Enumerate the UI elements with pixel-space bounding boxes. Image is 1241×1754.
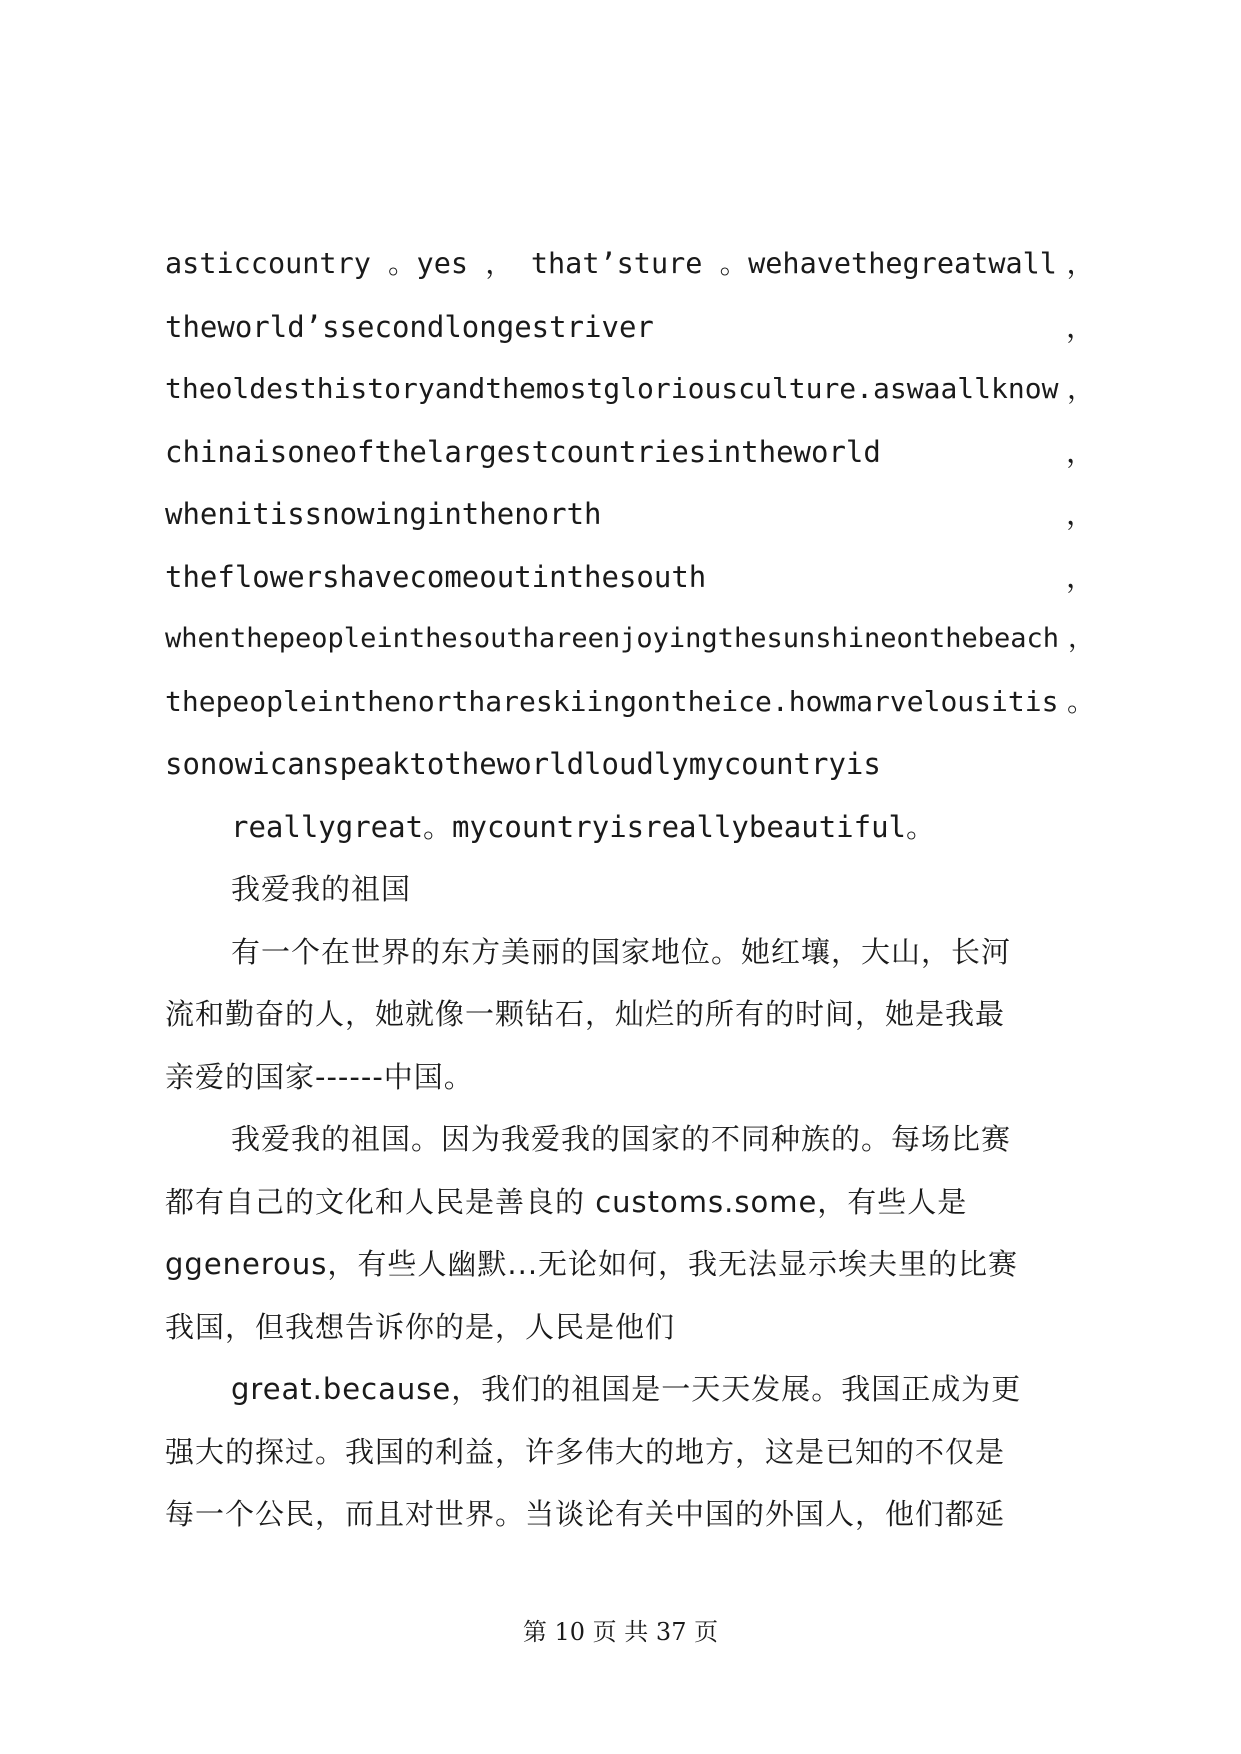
text-line: reallygreat。mycountryisreallybeautiful。	[231, 809, 936, 844]
body-text	[165, 233, 1095, 1546]
paragraph-line: 强大的探过。我国的利益，许多伟大的地方，这是已知的不仅是	[165, 1434, 1006, 1469]
text-line	[165, 671, 1095, 734]
paragraph-line: 亲爱的国家------中国。	[165, 1059, 474, 1094]
line-punct: ，	[1065, 434, 1095, 469]
line-punct: ，	[1066, 247, 1095, 280]
line-punct: ，	[1065, 497, 1095, 531]
text-line	[165, 233, 1095, 296]
paragraph-line: 每一个公民，而且对世界。当谈论有关中国的外国人，他们都延	[165, 1497, 1006, 1531]
paragraph-line: ggenerous，有些人幽默...无论如何，我无法显示埃夫里的比赛	[165, 1247, 1019, 1281]
line-text: chinaisoneofthelargestcountriesintheworld	[165, 434, 881, 469]
text-line	[165, 358, 1095, 421]
paragraph-line: great.because，我们的祖国是一天天发展。我国正成为更	[231, 1372, 1022, 1406]
text-line	[165, 608, 1095, 671]
line-text: thepeopleinthenorthareskiingontheice.howmarvelousitis	[165, 684, 1059, 718]
line-text: whenthepeopleinthesouthareenjoyingthesunshineonthebeach	[165, 623, 1060, 654]
paragraph-line: 都有自己的文化和人民是善良的 customs.some，有些人是	[165, 1184, 968, 1219]
line-text: whenitissnowinginthenorth	[165, 497, 602, 531]
text-line	[165, 546, 1095, 609]
page-footer: 第 10 页 共 37 页	[522, 1618, 719, 1646]
section-heading: 我爱我的祖国	[231, 872, 412, 906]
paragraph-line: 我爱我的祖国。因为我爱我的国家的不同种族的。每场比赛	[231, 1122, 1012, 1156]
line-text: theflowershavecomeoutinthesouth	[165, 559, 707, 594]
text-line	[165, 483, 1095, 546]
paragraph-line: 我国，但我想告诉你的是，人民是他们	[165, 1309, 676, 1344]
text-line	[165, 296, 1095, 359]
line-punct: ，	[1065, 559, 1095, 594]
line-text: asticcountry 。yes ， that’sture 。wehavethegreatwall	[165, 247, 1057, 280]
line-text: sonowicanspeaktotheworldloudlymycountryis	[165, 747, 881, 781]
text-line	[165, 421, 1095, 484]
line-text: theworld’ssecondlongestriver	[165, 309, 654, 344]
text-line	[165, 733, 1095, 796]
line-punct: ，	[1066, 372, 1095, 405]
paragraph-line: 流和勤奋的人，她就像一颗钻石，灿烂的所有的时间，她是我最	[165, 997, 1006, 1031]
line-punct: ，	[1065, 309, 1095, 344]
line-text: theoldesthistoryandthemostgloriousculture.aswaallknow	[165, 372, 1059, 405]
line-punct: ，	[1068, 623, 1095, 654]
line-punct: 。	[1066, 684, 1095, 718]
paragraph-line: 有一个在世界的东方美丽的国家地位。她红壤，大山，长河	[231, 934, 1012, 969]
